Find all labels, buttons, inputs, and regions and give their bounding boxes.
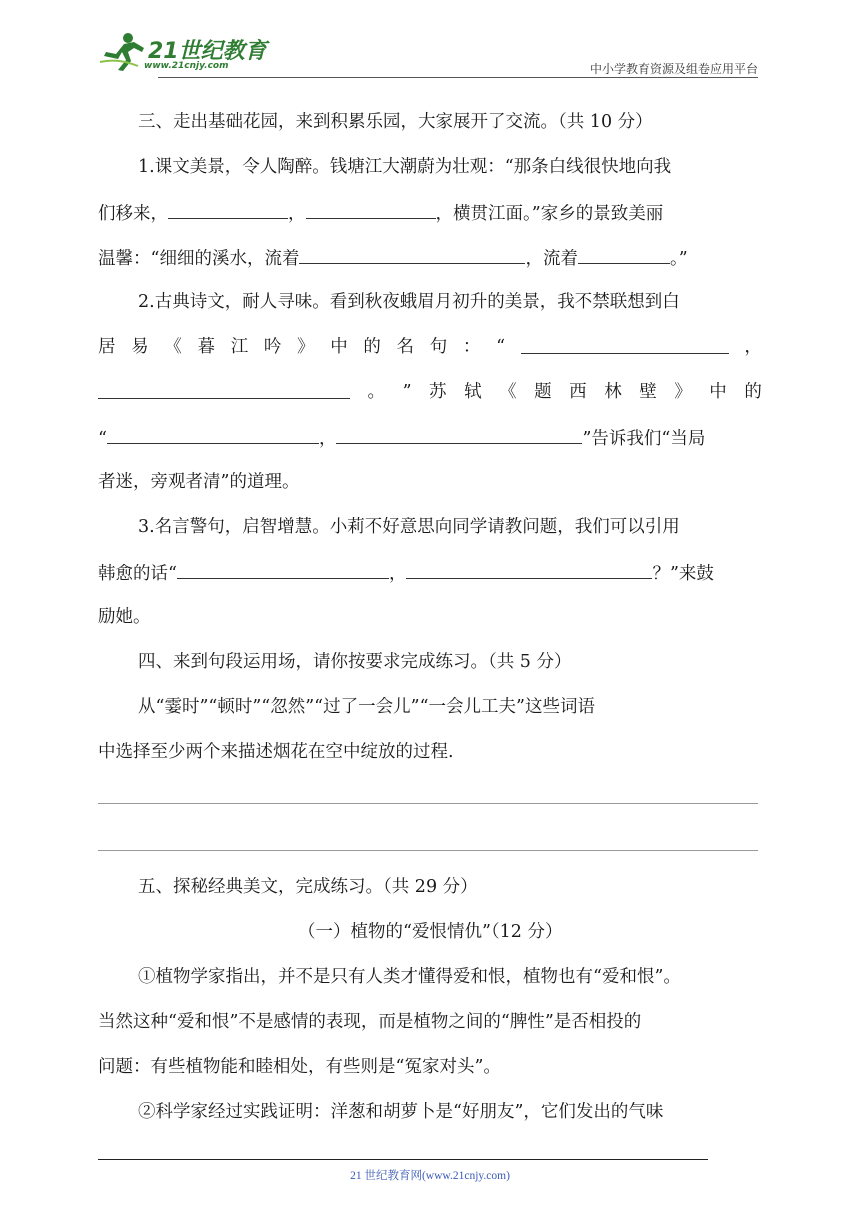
blank[interactable] xyxy=(168,202,288,219)
q1-line1: 1.课文美景，令人陶醉。钱塘江大潮蔚为壮观：“那条白线很快地向我 xyxy=(138,157,672,177)
blank[interactable] xyxy=(306,202,436,219)
blank[interactable] xyxy=(406,562,652,579)
section4-title: 四、来到句段运用场，请你按要求完成练习。（共 5 分） xyxy=(138,652,572,672)
q2-line5: 者迷，旁观者清”的道理。 xyxy=(98,472,300,492)
page-header xyxy=(98,30,758,80)
blank[interactable] xyxy=(578,247,670,264)
section4-line1: 从“霎时”“顿时”“忽然”“过了一会儿”“一会儿工夫”这些词语 xyxy=(138,697,595,717)
q2-line4: “ ， ”告诉我们“当局 xyxy=(98,429,706,449)
q1-line2: 们移来， ， ，横贯江面。”家乡的景致美丽 xyxy=(98,204,664,224)
blank[interactable] xyxy=(521,337,729,354)
passage-title: （一）植物的“爱恨情仇”（12 分） xyxy=(298,922,563,942)
blank[interactable] xyxy=(299,247,525,264)
q3-line3: 励她。 xyxy=(98,607,151,627)
blank[interactable] xyxy=(98,382,350,399)
blank[interactable] xyxy=(336,427,582,444)
section3-title: 三、走出基础花园，来到积累乐园，大家展开了交流。（共 10 分） xyxy=(138,112,653,132)
footer-text: 21 世纪教育网(www.21cnjy.com) xyxy=(350,1170,510,1182)
platform-name: 中小学教育资源及组卷应用平台 xyxy=(589,62,758,76)
q2-line3: 。 ” 苏 轼 《 题 西 林 壁 》 中 的 xyxy=(98,382,762,402)
runner-logo-icon xyxy=(98,32,146,72)
passage-p1-line3: 问题：有些植物能和睦相处，有些则是“冤家对头”。 xyxy=(98,1057,501,1077)
logo xyxy=(98,30,268,76)
header-divider xyxy=(158,77,758,78)
blank[interactable] xyxy=(177,562,389,579)
q3-line2: 韩愈的话“ ， ？”来鼓 xyxy=(98,564,714,584)
passage-p1-line1: ①植物学家指出，并不是只有人类才懂得爱和恨，植物也有“爱和恨”。 xyxy=(138,967,681,987)
q1-line3: 温馨：“细细的溪水，流着 ，流着 。” xyxy=(98,249,688,269)
section5-title: 五、探秘经典美文，完成练习。（共 29 分） xyxy=(138,877,478,897)
blank[interactable] xyxy=(107,427,319,444)
q2-line1: 2.古典诗文，耐人寻味。看到秋夜蛾眉月初升的美景，我不禁联想到白 xyxy=(138,292,680,312)
passage-p1-line2: 当然这种“爱和恨”不是感情的表现，而是植物之间的“脾性”是否相投的 xyxy=(98,1012,642,1032)
logo-url: www.21cnjy.com xyxy=(144,61,229,71)
footer-divider xyxy=(98,1159,708,1160)
logo-text: 21世纪教育 xyxy=(148,39,267,64)
passage-p2-line1: ②科学家经过实践证明：洋葱和胡萝卜是“好朋友”，它们发出的气味 xyxy=(138,1102,664,1122)
q3-line1: 3.名言警句，启智增慧。小莉不好意思向同学请教问题，我们可以引用 xyxy=(138,517,680,537)
q2-line2: 居 易 《 暮 江 吟 》 中 的 名 句 ： “ ， xyxy=(98,337,762,357)
answer-line[interactable] xyxy=(98,850,758,851)
section4-line2: 中选择至少两个来描述烟花在空中绽放的过程. xyxy=(98,742,454,762)
answer-line[interactable] xyxy=(98,803,758,804)
